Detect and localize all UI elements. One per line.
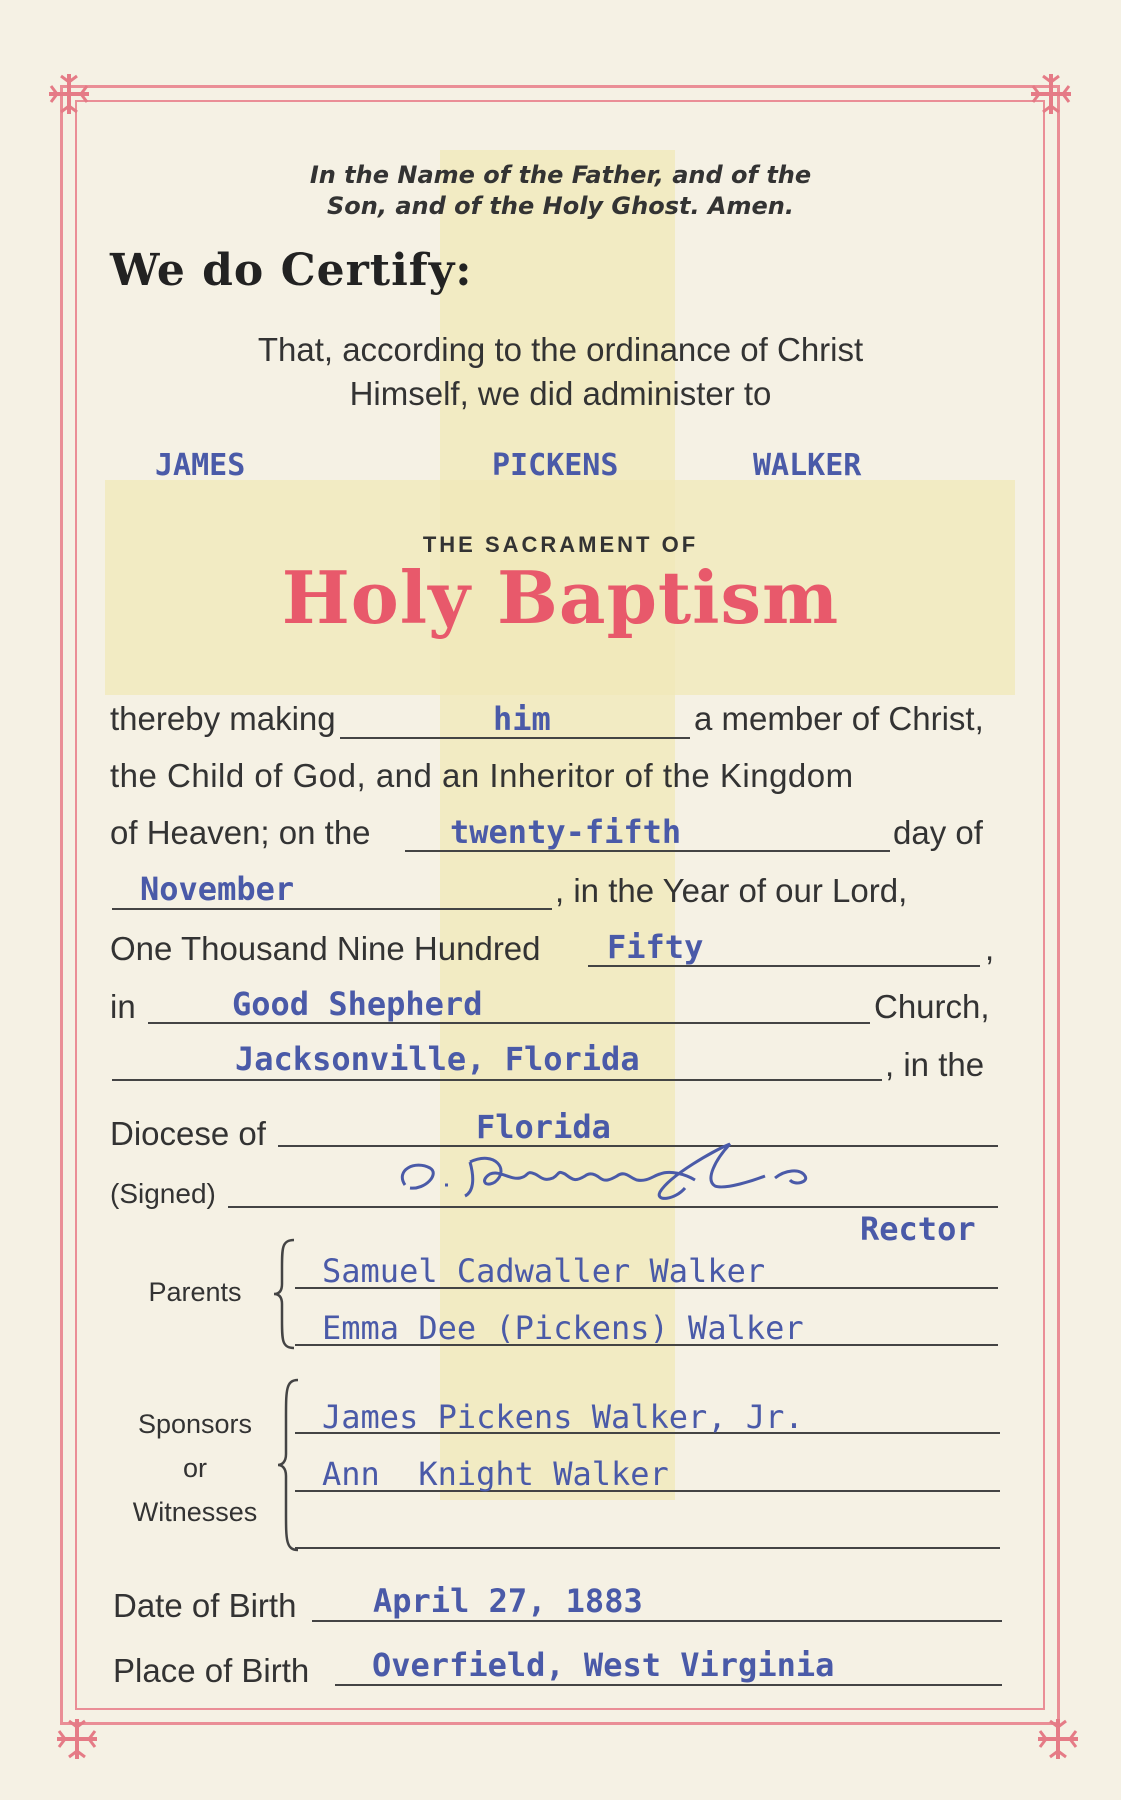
sponsor-1-name: James Pickens Walker, Jr.: [322, 1398, 804, 1436]
city-field: Jacksonville, Florida: [235, 1040, 640, 1078]
candidate-middle-name: PICKENS: [492, 448, 619, 483]
sacrament-heading: THE SACRAMENT OF: [422, 532, 699, 557]
text-year-of: , in the Year of our Lord,: [555, 872, 908, 909]
sponsor-2-name: Ann Knight Walker: [322, 1455, 669, 1493]
invocation: [0, 160, 1121, 222]
candidate-first-name: JAMES: [155, 448, 246, 483]
ordinance-line-1: That, according to the ordinance of Christ: [257, 331, 864, 368]
text-comma: ,: [985, 930, 995, 967]
text-thereby: thereby making: [110, 700, 336, 737]
text-diocese: Diocese of: [110, 1115, 266, 1152]
sponsors-label-line-3: Witnesses: [132, 1497, 258, 1527]
date-of-birth-field: April 27, 1883: [373, 1582, 643, 1620]
sponsor-3-rule: [295, 1547, 1000, 1549]
text-in: in: [110, 988, 136, 1025]
invocation-line-2: Son, and of the Holy Ghost. Amen.: [327, 192, 794, 220]
invocation-line-1: In the Name of the Father, and of the: [309, 161, 812, 189]
place-of-birth-label: Place of Birth: [113, 1652, 310, 1689]
date-of-birth-rule: [312, 1620, 1002, 1622]
sponsors-label: [125, 1402, 265, 1534]
text-child: the Child of God, and an Inheritor of the Kingdom: [110, 757, 854, 794]
church-field: Good Shepherd: [232, 985, 483, 1023]
diocese-field: Florida: [476, 1108, 611, 1146]
text-church: Church,: [874, 988, 990, 1025]
parent-2-name: Emma Dee (Pickens) Walker: [322, 1309, 804, 1347]
sacrament-title: Holy Baptism: [281, 555, 840, 640]
ordinance-line-2: Himself, we did administer to: [349, 375, 772, 412]
day-field: twenty-fifth: [450, 813, 682, 851]
place-of-birth-rule: [335, 1684, 1002, 1686]
year-field: Fifty: [607, 928, 704, 966]
parent-1-name: Samuel Cadwaller Walker: [322, 1252, 766, 1290]
text-member: a member of Christ,: [694, 700, 984, 737]
pronoun-field: him: [493, 700, 551, 738]
parents-brace: [272, 1238, 298, 1350]
sponsors-brace: [276, 1378, 302, 1553]
month-field: November: [140, 870, 295, 908]
sponsors-label-line-1: Sponsors: [137, 1409, 253, 1439]
text-heaven: of Heaven; on the: [110, 814, 371, 851]
sponsors-label-line-2: or: [182, 1453, 207, 1483]
text-day-of: day of: [893, 814, 983, 851]
certify-heading: We do Certify:: [110, 245, 473, 296]
city-rule: [112, 1079, 882, 1081]
text-signed: (Signed): [110, 1178, 216, 1209]
month-rule: [112, 908, 552, 910]
text-in-the: , in the: [885, 1046, 985, 1083]
date-of-birth-label: Date of Birth: [113, 1587, 297, 1624]
text-thousand: One Thousand Nine Hundred: [110, 930, 541, 967]
ordinance-text: [0, 328, 1121, 416]
parents-label: Parents: [148, 1277, 242, 1307]
rector-signature: [385, 1130, 915, 1220]
candidate-last-name: WALKER: [753, 448, 862, 483]
place-of-birth-field: Overfield, West Virginia: [372, 1646, 835, 1684]
rector-title: Rector: [860, 1210, 976, 1248]
